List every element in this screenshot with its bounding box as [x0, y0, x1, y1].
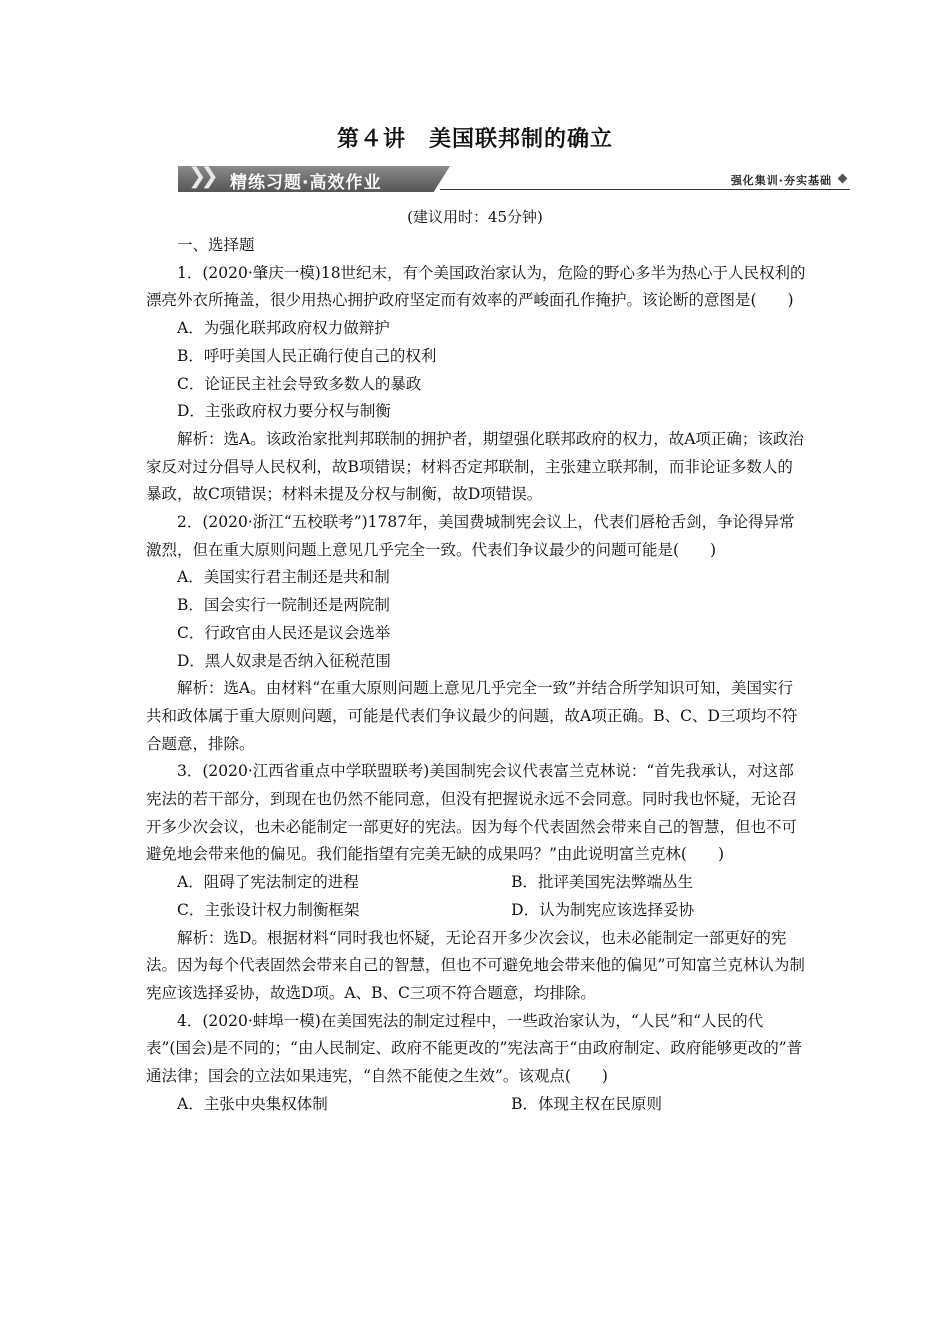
- option-a: A．主张中央集权体制: [177, 1094, 328, 1113]
- option-row: [146, 897, 806, 925]
- banner-right-text: 强化集训·夯实基础: [730, 174, 832, 187]
- banner-divider: [440, 189, 850, 190]
- question-stem: 1．(2020·肇庆一模)18世纪末，有个美国政治家认为，危险的野心多半为热心于人民权利的漂亮外衣所掩盖，很少用热心拥护政府坚定而有效率的严峻面孔作掩护。该论断的意图是( ): [146, 263, 806, 310]
- question-list: [146, 232, 806, 1119]
- question-stem: 4．(2020·蚌埠一模)在美国宪法的制定过程中，一些政治家认为，“人民”和“人民的代表”(国会)是不同的；“由人民制定、政府不能更改的”宪法高于“由政府制定、政府能够更改的”普通法律；国会的立法如果违宪，“自然不能使之生效”。该观点( ): [146, 1011, 803, 1086]
- section-heading: 一、选择题: [177, 236, 255, 254]
- option-row: [146, 869, 806, 897]
- question-analysis: 解析：选A。由材料“在重大原则问题上意见几乎完全一致”并结合所学知识可知，美国实行共和政体属于重大原则问题，可能是代表们争议最少的问题，故A项正确。B、C、D三项均不符合题意，排除。: [146, 679, 798, 753]
- section-banner: [178, 162, 850, 196]
- page-title: 第４讲 美国联邦制的确立: [336, 127, 613, 152]
- option-b: B．批评美国宪法弊端丛生: [511, 873, 694, 892]
- option-a: A．为强化联邦政府权力做辩护: [177, 319, 390, 338]
- option-a: A．阻碍了宪法制定的进程: [177, 873, 359, 892]
- option-c: C．主张设计权力制衡框架: [177, 900, 360, 919]
- diamond-icon: [838, 174, 848, 184]
- option-a: A．美国实行君主制还是共和制: [177, 568, 390, 587]
- question-analysis: 解析：选A。该政治家批判邦联制的拥护者，期望强化联邦政府的权力，故A项正确；该政治家反对过分倡导人民权利，故B项错误；材料否定邦联制，主张建立联邦制，而非论证多数人的暴政，故C项错误；材料未提及分权与制衡，故D项错误。: [146, 429, 804, 504]
- chevron-right-icon: ❯❯: [188, 164, 213, 189]
- option-c: C．行政官由人民还是议会选举: [177, 623, 391, 642]
- suggested-time: (建议用时：45分钟): [407, 208, 543, 226]
- option-d: D．主张政府权力要分权与制衡: [177, 402, 391, 421]
- banner-left-text: 精练习题·高效作业: [230, 173, 382, 193]
- question-analysis: 解析：选D。根据材料“同时我也怀疑，无论召开多少次会议，也未必能制定一部更好的宪法。因为每个代表固然会带来自己的智慧，但也不可避免地会带来他的偏见”可知富兰克林认为制宪应该选择妥协，故选D项。A、B、C三项不符合题意，均排除。: [146, 928, 805, 1002]
- option-d: D．认为制宪应该选择妥协: [511, 900, 695, 919]
- option-d: D．黑人奴隶是否纳入征税范围: [177, 651, 391, 670]
- question-stem: 2．(2020·浙江“五校联考”)1787年，美国费城制宪会议上，代表们唇枪舌剑，争论得异常激烈，但在重大原则问题上意见几乎完全一致。代表们争议最少的问题可能是( ): [146, 513, 795, 559]
- question-stem: 3．(2020·江西省重点中学联盟联考)美国制宪会议代表富兰克林说：“首先我承认，对这部宪法的若干部分，到现在也仍然不能同意，但没有把握说永远不会同意。同时我也怀疑，无论召开多少次会议，也未必能制定一部更好的宪法。因为每个代表固然会带来自己的智慧，但也不可避免地会带来他的偏见。我们能指望有完美无缺的成果吗？”由此说明富兰克林( ): [146, 762, 798, 864]
- option-row: [146, 1091, 806, 1119]
- option-b: B．呼吁美国人民正确行使自己的权利: [177, 346, 437, 365]
- option-c: C．论证民主社会导致多数人的暴政: [177, 374, 422, 393]
- option-b: B．体现主权在民原则: [511, 1094, 663, 1113]
- option-b: B．国会实行一院制还是两院制: [177, 596, 390, 615]
